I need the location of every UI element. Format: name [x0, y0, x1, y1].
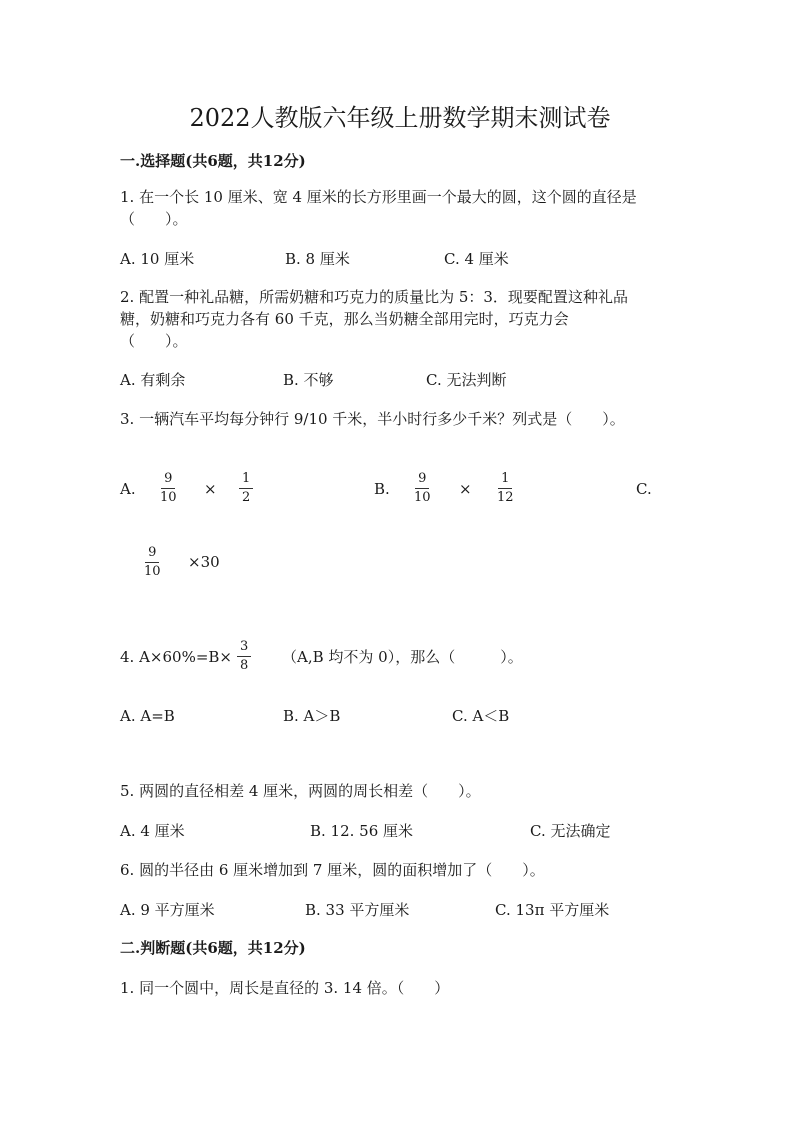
q2-option-b: B. 不够 — [283, 371, 334, 389]
fraction-denominator: 2 — [242, 490, 251, 505]
q4-option-c: C. A＜B — [452, 707, 510, 725]
fraction-denominator: 10 — [144, 564, 161, 579]
s2-q1-text: 1. 同一个圆中，周长是直径的 3. 14 倍。（ ） — [120, 979, 450, 997]
q2-text-line2: 糖，奶糖和巧克力各有 60 千克，那么当奶糖全部用完时，巧克力会 — [120, 310, 569, 328]
fraction-denominator: 12 — [497, 490, 514, 505]
q3-option-a-operator: × — [204, 480, 217, 498]
q3-option-b-label: B. — [374, 480, 390, 498]
q2-option-c: C. 无法判断 — [426, 371, 507, 389]
q3-option-a-fraction2 — [239, 471, 253, 506]
q4-option-b: B. A＞B — [283, 707, 341, 725]
q6-option-b: B. 33 平方厘米 — [305, 901, 410, 919]
q3-option-b-operator: × — [459, 480, 472, 498]
fraction-numerator: 3 — [237, 639, 251, 657]
q1-text-line2: （ ）。 — [120, 210, 188, 228]
q3-option-c-label: C. — [636, 480, 652, 498]
q1-option-a: A. 10 厘米 — [120, 250, 195, 268]
q4-option-a: A. A=B — [120, 707, 175, 725]
q2-text-line1: 2. 配置一种礼品糖，所需奶糖和巧克力的质量比为 5：3．现要配置这种礼品 — [120, 288, 628, 306]
q2-option-a: A. 有剩余 — [120, 371, 186, 389]
q5-text: 5. 两圆的直径相差 4 厘米，两圆的周长相差（ ）。 — [120, 782, 481, 800]
q1-option-c: C. 4 厘米 — [444, 250, 509, 268]
q3-option-b-fraction1 — [411, 471, 434, 506]
q4-text-prefix: 4. A×60%=B× — [120, 648, 232, 666]
q4-text-suffix: （A,B 均不为 0），那么（ ）。 — [282, 648, 523, 666]
section2-heading: 二.判断题(共6题，共12分) — [120, 939, 306, 957]
q5-option-b: B. 12. 56 厘米 — [310, 822, 414, 840]
fraction-numerator: 9 — [161, 471, 175, 489]
q6-text: 6. 圆的半径由 6 厘米增加到 7 厘米，圆的面积增加了（ ）。 — [120, 861, 545, 879]
q3-option-b-fraction2 — [494, 471, 517, 506]
fraction-denominator: 10 — [160, 490, 177, 505]
fraction-numerator: 9 — [145, 545, 159, 563]
section1-heading: 一.选择题(共6题，共12分) — [120, 152, 306, 170]
q3-option-a-label: A. — [120, 480, 136, 498]
q5-option-a: A. 4 厘米 — [120, 822, 185, 840]
q3-option-c-fraction — [141, 545, 164, 580]
q1-text-line1: 1. 在一个长 10 厘米、宽 4 厘米的长方形里画一个最大的圆，这个圆的直径是 — [120, 188, 637, 206]
fraction-numerator: 1 — [239, 471, 253, 489]
fraction-numerator: 9 — [415, 471, 429, 489]
fraction-denominator: 10 — [414, 490, 431, 505]
q4-fraction — [237, 639, 251, 674]
q6-option-a: A. 9 平方厘米 — [120, 901, 215, 919]
page-title: 2022人教版六年级上册数学期末测试卷 — [189, 104, 611, 132]
q5-option-c: C. 无法确定 — [530, 822, 611, 840]
q6-option-c: C. 13π 平方厘米 — [495, 901, 610, 919]
fraction-numerator: 1 — [498, 471, 512, 489]
q1-option-b: B. 8 厘米 — [285, 250, 350, 268]
q2-text-line3: （ ）。 — [120, 332, 188, 350]
q3-option-c-tail: ×30 — [188, 553, 220, 571]
q3-text: 3. 一辆汽车平均每分钟行 9/10 千米，半小时行多少千米？列式是（ ）。 — [120, 410, 625, 428]
fraction-denominator: 8 — [240, 658, 249, 673]
q3-option-a-fraction1 — [157, 471, 180, 506]
